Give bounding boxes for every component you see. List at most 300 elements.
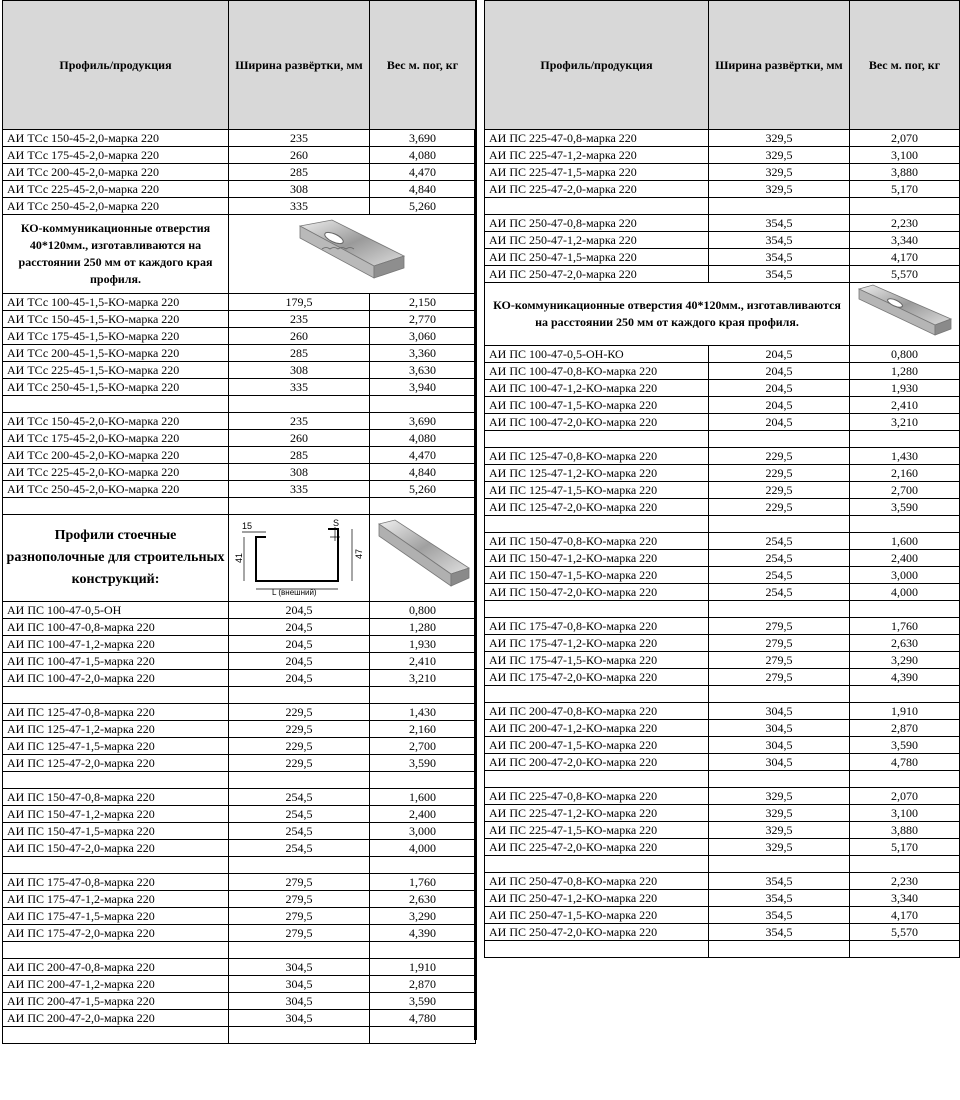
table-row bbox=[3, 362, 476, 379]
unfolded-width-cell: 279,5 bbox=[709, 652, 850, 669]
unfolded-width-cell: 279,5 bbox=[229, 891, 370, 908]
weight-cell: 4,000 bbox=[850, 584, 960, 601]
row-group bbox=[3, 874, 476, 942]
unfolded-width-cell: 285 bbox=[229, 447, 370, 464]
unfolded-width-cell: 304,5 bbox=[709, 737, 850, 754]
weight-cell: 4,780 bbox=[850, 754, 960, 771]
weight-cell: 3,690 bbox=[370, 413, 476, 430]
weight-cell: 4,840 bbox=[370, 464, 476, 481]
unfolded-width-cell: 204,5 bbox=[229, 653, 370, 670]
table-row bbox=[3, 823, 476, 840]
table-row bbox=[3, 164, 476, 181]
unfolded-width-cell: 204,5 bbox=[709, 414, 850, 431]
weight-cell: 3,000 bbox=[850, 567, 960, 584]
weight-cell: 0,800 bbox=[850, 346, 960, 363]
unfolded-width-cell: 304,5 bbox=[229, 959, 370, 976]
perforated-profile-icon bbox=[292, 216, 412, 288]
unfolded-width-cell: 229,5 bbox=[709, 465, 850, 482]
weight-cell: 2,770 bbox=[370, 311, 476, 328]
ko-note: КО-коммуникационные отверстия 40*120мм., изготавливаются на расстоянии 250 мм от каждого края профиля. bbox=[485, 283, 850, 346]
product-name-cell: АИ ПС 125-47-1,5-КО-марка 220 bbox=[485, 482, 709, 499]
table-row bbox=[485, 363, 960, 380]
table-row bbox=[485, 720, 960, 737]
product-name-cell: АИ ТСс 250-45-1,5-КО-марка 220 bbox=[3, 379, 229, 396]
weight-cell: 1,760 bbox=[370, 874, 476, 891]
product-name-cell: АИ ПС 150-47-0,8-марка 220 bbox=[3, 789, 229, 806]
row-group bbox=[3, 294, 476, 396]
weight-cell: 3,940 bbox=[370, 379, 476, 396]
unfolded-width-cell: 329,5 bbox=[709, 164, 850, 181]
weight-cell: 5,170 bbox=[850, 839, 960, 856]
ko-profile-image bbox=[850, 283, 960, 346]
table-row bbox=[3, 653, 476, 670]
weight-cell: 5,170 bbox=[850, 181, 960, 198]
unfolded-width-cell: 229,5 bbox=[229, 721, 370, 738]
product-name-cell: АИ ПС 175-47-1,5-КО-марка 220 bbox=[485, 652, 709, 669]
product-name-cell: АИ ПС 250-47-1,2-КО-марка 220 bbox=[485, 890, 709, 907]
table-row bbox=[3, 993, 476, 1010]
unfolded-width-cell: 354,5 bbox=[709, 232, 850, 249]
weight-cell: 2,410 bbox=[850, 397, 960, 414]
product-name-cell: АИ ПС 225-47-2,0-КО-марка 220 bbox=[485, 839, 709, 856]
table-row bbox=[485, 465, 960, 482]
weight-cell: 2,160 bbox=[370, 721, 476, 738]
product-name-cell: АИ ТСс 250-45-2,0-марка 220 bbox=[3, 198, 229, 215]
unfolded-width-cell: 235 bbox=[229, 130, 370, 147]
perforated-profile-icon bbox=[855, 283, 955, 341]
product-name-cell: АИ ПС 125-47-1,2-КО-марка 220 bbox=[485, 465, 709, 482]
product-name-cell: АИ ПС 100-47-2,0-КО-марка 220 bbox=[485, 414, 709, 431]
weight-cell: 3,340 bbox=[850, 890, 960, 907]
weight-cell: 2,630 bbox=[850, 635, 960, 652]
unfolded-width-cell: 354,5 bbox=[709, 924, 850, 941]
weight-cell: 1,430 bbox=[850, 448, 960, 465]
product-name-cell: АИ ПС 100-47-0,8-КО-марка 220 bbox=[485, 363, 709, 380]
unfolded-width-cell: 254,5 bbox=[229, 840, 370, 857]
unfolded-width-cell: 229,5 bbox=[709, 448, 850, 465]
unfolded-width-cell: 254,5 bbox=[229, 806, 370, 823]
table-row bbox=[485, 584, 960, 601]
product-name-cell: АИ ПС 250-47-1,5-КО-марка 220 bbox=[485, 907, 709, 924]
table-row bbox=[485, 907, 960, 924]
dim-s: S bbox=[333, 518, 340, 528]
product-name-cell: АИ ПС 150-47-2,0-КО-марка 220 bbox=[485, 584, 709, 601]
weight-cell: 3,880 bbox=[850, 164, 960, 181]
weight-cell: 4,170 bbox=[850, 907, 960, 924]
table-row bbox=[485, 567, 960, 584]
table-row bbox=[485, 822, 960, 839]
weight-cell: 1,930 bbox=[850, 380, 960, 397]
product-name-cell: АИ ПС 100-47-0,5-ОН-КО bbox=[485, 346, 709, 363]
weight-cell: 3,290 bbox=[370, 908, 476, 925]
product-name-cell: АИ ПС 125-47-1,2-марка 220 bbox=[3, 721, 229, 738]
weight-cell: 0,800 bbox=[370, 602, 476, 619]
table-row bbox=[3, 481, 476, 498]
unfolded-width-cell: 254,5 bbox=[709, 533, 850, 550]
weight-cell: 3,690 bbox=[370, 130, 476, 147]
table-row bbox=[485, 635, 960, 652]
product-name-cell: АИ ПС 100-47-0,5-ОН bbox=[3, 602, 229, 619]
weight-cell: 3,100 bbox=[850, 805, 960, 822]
weight-cell: 3,210 bbox=[850, 414, 960, 431]
table-row bbox=[3, 755, 476, 772]
table-row bbox=[3, 670, 476, 687]
product-name-cell: АИ ТСс 150-45-2,0-КО-марка 220 bbox=[3, 413, 229, 430]
row-group bbox=[3, 789, 476, 857]
product-name-cell: АИ ТСс 175-45-2,0-марка 220 bbox=[3, 147, 229, 164]
unfolded-width-cell: 354,5 bbox=[709, 266, 850, 283]
table-row bbox=[485, 652, 960, 669]
product-name-cell: АИ ТСс 200-45-2,0-марка 220 bbox=[3, 164, 229, 181]
weight-cell: 1,600 bbox=[370, 789, 476, 806]
table-row bbox=[3, 602, 476, 619]
table-row bbox=[3, 891, 476, 908]
row-group bbox=[3, 413, 476, 498]
product-name-cell: АИ ПС 200-47-2,0-марка 220 bbox=[3, 1010, 229, 1027]
unfolded-width-cell: 304,5 bbox=[709, 754, 850, 771]
product-name-cell: АИ ПС 250-47-0,8-КО-марка 220 bbox=[485, 873, 709, 890]
unfolded-width-cell: 329,5 bbox=[709, 130, 850, 147]
table-row bbox=[485, 215, 960, 232]
table-row bbox=[485, 397, 960, 414]
table-row bbox=[3, 328, 476, 345]
unfolded-width-cell: 229,5 bbox=[229, 704, 370, 721]
table-row bbox=[3, 874, 476, 891]
product-name-cell: АИ ПС 200-47-1,2-КО-марка 220 bbox=[485, 720, 709, 737]
product-name-cell: АИ ТСс 200-45-1,5-КО-марка 220 bbox=[3, 345, 229, 362]
unfolded-width-cell: 279,5 bbox=[709, 618, 850, 635]
product-name-cell: АИ ПС 225-47-2,0-марка 220 bbox=[485, 181, 709, 198]
table-row bbox=[485, 788, 960, 805]
unfolded-width-cell: 354,5 bbox=[709, 907, 850, 924]
table-row bbox=[485, 414, 960, 431]
unfolded-width-cell: 260 bbox=[229, 328, 370, 345]
product-name-cell: АИ ТСс 225-45-1,5-КО-марка 220 bbox=[3, 362, 229, 379]
table-row bbox=[485, 130, 960, 147]
dim-47: 47 bbox=[354, 548, 364, 559]
table-row bbox=[485, 550, 960, 567]
table-row bbox=[3, 636, 476, 653]
product-name-cell: АИ ТСс 150-45-1,5-КО-марка 220 bbox=[3, 311, 229, 328]
table-row bbox=[485, 380, 960, 397]
weight-cell: 3,590 bbox=[370, 755, 476, 772]
table-row bbox=[3, 1010, 476, 1027]
weight-cell: 3,590 bbox=[850, 737, 960, 754]
weight-cell: 4,390 bbox=[850, 669, 960, 686]
weight-cell: 2,230 bbox=[850, 215, 960, 232]
product-name-cell: АИ ПС 100-47-1,5-КО-марка 220 bbox=[485, 397, 709, 414]
table-row bbox=[3, 294, 476, 311]
unfolded-width-cell: 204,5 bbox=[709, 380, 850, 397]
unfolded-width-cell: 179,5 bbox=[229, 294, 370, 311]
product-name-cell: АИ ПС 150-47-1,5-КО-марка 220 bbox=[485, 567, 709, 584]
weight-cell: 5,570 bbox=[850, 266, 960, 283]
table-row bbox=[485, 873, 960, 890]
table-row bbox=[485, 499, 960, 516]
profile-dimension-drawing bbox=[230, 515, 368, 597]
unfolded-width-cell: 285 bbox=[229, 164, 370, 181]
product-name-cell: АИ ПС 250-47-0,8-марка 220 bbox=[485, 215, 709, 232]
row-group bbox=[3, 602, 476, 687]
unfolded-width-cell: 308 bbox=[229, 181, 370, 198]
product-name-cell: АИ ПС 150-47-1,5-марка 220 bbox=[3, 823, 229, 840]
weight-cell: 4,470 bbox=[370, 447, 476, 464]
weight-cell: 4,000 bbox=[370, 840, 476, 857]
unfolded-width-cell: 329,5 bbox=[709, 839, 850, 856]
weight-cell: 2,160 bbox=[850, 465, 960, 482]
table-row bbox=[3, 464, 476, 481]
ko-profile-image bbox=[229, 215, 476, 294]
weight-cell: 2,700 bbox=[370, 738, 476, 755]
product-name-cell: АИ ПС 250-47-2,0-марка 220 bbox=[485, 266, 709, 283]
product-name-cell: АИ ПС 125-47-2,0-КО-марка 220 bbox=[485, 499, 709, 516]
unfolded-width-cell: 279,5 bbox=[709, 635, 850, 652]
unfolded-width-cell: 254,5 bbox=[709, 567, 850, 584]
product-name-cell: АИ ПС 250-47-2,0-КО-марка 220 bbox=[485, 924, 709, 941]
weight-cell: 2,870 bbox=[850, 720, 960, 737]
table-row bbox=[485, 805, 960, 822]
table-row bbox=[485, 618, 960, 635]
weight-cell: 4,170 bbox=[850, 249, 960, 266]
table-row bbox=[485, 533, 960, 550]
unfolded-width-cell: 254,5 bbox=[709, 550, 850, 567]
table-row bbox=[485, 232, 960, 249]
product-name-cell: АИ ПС 150-47-1,2-КО-марка 220 bbox=[485, 550, 709, 567]
table-row bbox=[485, 890, 960, 907]
weight-cell: 3,590 bbox=[370, 993, 476, 1010]
row-group bbox=[485, 533, 960, 601]
unfolded-width-cell: 260 bbox=[229, 430, 370, 447]
table-row bbox=[3, 198, 476, 215]
weight-cell: 1,930 bbox=[370, 636, 476, 653]
product-name-cell: АИ ТСс 225-45-2,0-марка 220 bbox=[3, 181, 229, 198]
table-row bbox=[3, 430, 476, 447]
product-name-cell: АИ ТСс 175-45-1,5-КО-марка 220 bbox=[3, 328, 229, 345]
weight-cell: 5,260 bbox=[370, 198, 476, 215]
price-table-right bbox=[484, 0, 960, 958]
weight-cell: 2,630 bbox=[370, 891, 476, 908]
row-group bbox=[485, 873, 960, 941]
weight-cell: 1,760 bbox=[850, 618, 960, 635]
product-name-cell: АИ ПС 100-47-1,2-марка 220 bbox=[3, 636, 229, 653]
unfolded-width-cell: 329,5 bbox=[709, 181, 850, 198]
product-name-cell: АИ ПС 175-47-0,8-марка 220 bbox=[3, 874, 229, 891]
weight-cell: 1,430 bbox=[370, 704, 476, 721]
product-name-cell: АИ ПС 225-47-0,8-марка 220 bbox=[485, 130, 709, 147]
row-group bbox=[485, 215, 960, 283]
table-row bbox=[3, 959, 476, 976]
unfolded-width-cell: 304,5 bbox=[229, 976, 370, 993]
product-name-cell: АИ ПС 100-47-0,8-марка 220 bbox=[3, 619, 229, 636]
product-name-cell: АИ ТСс 225-45-2,0-КО-марка 220 bbox=[3, 464, 229, 481]
weight-cell: 2,070 bbox=[850, 130, 960, 147]
unfolded-width-cell: 204,5 bbox=[709, 397, 850, 414]
header-weight: Вес м. пог, кг bbox=[370, 1, 476, 130]
product-name-cell: АИ ПС 125-47-2,0-марка 220 bbox=[3, 755, 229, 772]
weight-cell: 2,400 bbox=[850, 550, 960, 567]
header-weight: Вес м. пог, кг bbox=[850, 1, 960, 130]
unfolded-width-cell: 204,5 bbox=[709, 346, 850, 363]
weight-cell: 2,230 bbox=[850, 873, 960, 890]
unfolded-width-cell: 308 bbox=[229, 464, 370, 481]
table-row bbox=[3, 704, 476, 721]
table-row bbox=[3, 925, 476, 942]
unfolded-width-cell: 204,5 bbox=[229, 619, 370, 636]
table-row bbox=[3, 976, 476, 993]
weight-cell: 3,210 bbox=[370, 670, 476, 687]
weight-cell: 5,260 bbox=[370, 481, 476, 498]
table-row bbox=[485, 754, 960, 771]
table-row bbox=[485, 669, 960, 686]
row-group bbox=[485, 346, 960, 431]
weight-cell: 1,910 bbox=[370, 959, 476, 976]
product-name-cell: АИ ТСс 250-45-2,0-КО-марка 220 bbox=[3, 481, 229, 498]
unfolded-width-cell: 354,5 bbox=[709, 249, 850, 266]
unfolded-width-cell: 304,5 bbox=[229, 1010, 370, 1027]
table-row bbox=[3, 806, 476, 823]
unfolded-width-cell: 254,5 bbox=[709, 584, 850, 601]
table-row bbox=[485, 482, 960, 499]
unfolded-width-cell: 329,5 bbox=[709, 147, 850, 164]
unfolded-width-cell: 254,5 bbox=[229, 823, 370, 840]
table-row bbox=[485, 448, 960, 465]
table-row bbox=[3, 379, 476, 396]
table-row bbox=[485, 346, 960, 363]
weight-cell: 1,280 bbox=[370, 619, 476, 636]
weight-cell: 2,700 bbox=[850, 482, 960, 499]
table-row bbox=[485, 249, 960, 266]
header-width: Ширина развёртки, мм bbox=[709, 1, 850, 130]
unfolded-width-cell: 335 bbox=[229, 379, 370, 396]
product-name-cell: АИ ПС 150-47-1,2-марка 220 bbox=[3, 806, 229, 823]
row-group bbox=[3, 959, 476, 1027]
product-name-cell: АИ ПС 200-47-1,5-КО-марка 220 bbox=[485, 737, 709, 754]
unfolded-width-cell: 235 bbox=[229, 413, 370, 430]
table-row bbox=[3, 721, 476, 738]
row-group bbox=[485, 788, 960, 856]
product-name-cell: АИ ПС 125-47-1,5-марка 220 bbox=[3, 738, 229, 755]
product-name-cell: АИ ПС 150-47-2,0-марка 220 bbox=[3, 840, 229, 857]
row-group bbox=[485, 448, 960, 516]
unfolded-width-cell: 204,5 bbox=[229, 602, 370, 619]
stoech-note: Профили стоечные разнополочные для строительных конструкций: bbox=[3, 515, 229, 602]
header-product: Профиль/продукция bbox=[485, 1, 709, 130]
unfolded-width-cell: 229,5 bbox=[709, 482, 850, 499]
product-name-cell: АИ ПС 175-47-1,2-КО-марка 220 bbox=[485, 635, 709, 652]
table-row bbox=[485, 924, 960, 941]
weight-cell: 1,280 bbox=[850, 363, 960, 380]
unfolded-width-cell: 304,5 bbox=[709, 720, 850, 737]
product-name-cell: АИ ТСс 150-45-2,0-марка 220 bbox=[3, 130, 229, 147]
unfolded-width-cell: 279,5 bbox=[229, 925, 370, 942]
table-row bbox=[485, 839, 960, 856]
product-name-cell: АИ ПС 225-47-1,2-КО-марка 220 bbox=[485, 805, 709, 822]
weight-cell: 1,910 bbox=[850, 703, 960, 720]
product-name-cell: АИ ПС 200-47-0,8-марка 220 bbox=[3, 959, 229, 976]
row-group bbox=[485, 703, 960, 771]
weight-cell: 2,400 bbox=[370, 806, 476, 823]
unfolded-width-cell: 329,5 bbox=[709, 788, 850, 805]
product-name-cell: АИ ПС 100-47-2,0-марка 220 bbox=[3, 670, 229, 687]
product-name-cell: АИ ТСс 175-45-2,0-КО-марка 220 bbox=[3, 430, 229, 447]
weight-cell: 3,340 bbox=[850, 232, 960, 249]
unfolded-width-cell: 204,5 bbox=[709, 363, 850, 380]
weight-cell: 3,590 bbox=[850, 499, 960, 516]
unfolded-width-cell: 229,5 bbox=[229, 738, 370, 755]
weight-cell: 3,000 bbox=[370, 823, 476, 840]
row-group bbox=[3, 704, 476, 772]
ko-note: КО-коммуникационные отверстия 40*120мм., изготавливаются на расстоянии 250 мм от каждого края профиля. bbox=[3, 215, 229, 294]
table-row bbox=[485, 181, 960, 198]
weight-cell: 2,070 bbox=[850, 788, 960, 805]
unfolded-width-cell: 354,5 bbox=[709, 215, 850, 232]
weight-cell: 1,600 bbox=[850, 533, 960, 550]
header-product: Профиль/продукция bbox=[3, 1, 229, 130]
product-name-cell: АИ ПС 125-47-0,8-КО-марка 220 bbox=[485, 448, 709, 465]
table-row bbox=[485, 147, 960, 164]
table-row bbox=[485, 266, 960, 283]
table-row bbox=[3, 413, 476, 430]
table-row bbox=[3, 345, 476, 362]
row-group bbox=[3, 130, 476, 215]
unfolded-width-cell: 235 bbox=[229, 311, 370, 328]
unfolded-width-cell: 254,5 bbox=[229, 789, 370, 806]
table-row bbox=[485, 164, 960, 181]
product-name-cell: АИ ПС 225-47-1,5-КО-марка 220 bbox=[485, 822, 709, 839]
row-group bbox=[485, 618, 960, 686]
price-table-left bbox=[2, 0, 476, 1044]
product-name-cell: АИ ПС 200-47-1,2-марка 220 bbox=[3, 976, 229, 993]
unfolded-width-cell: 279,5 bbox=[229, 908, 370, 925]
unfolded-width-cell: 329,5 bbox=[709, 822, 850, 839]
profile-drawing bbox=[229, 515, 370, 602]
unfolded-width-cell: 304,5 bbox=[229, 993, 370, 1010]
c-profile-icon bbox=[373, 516, 473, 596]
unfolded-width-cell: 335 bbox=[229, 198, 370, 215]
weight-cell: 4,080 bbox=[370, 430, 476, 447]
product-name-cell: АИ ПС 150-47-0,8-КО-марка 220 bbox=[485, 533, 709, 550]
table-row bbox=[3, 789, 476, 806]
product-name-cell: АИ ПС 100-47-1,5-марка 220 bbox=[3, 653, 229, 670]
product-name-cell: АИ ПС 200-47-0,8-КО-марка 220 bbox=[485, 703, 709, 720]
table-row bbox=[3, 147, 476, 164]
table-row bbox=[3, 619, 476, 636]
unfolded-width-cell: 308 bbox=[229, 362, 370, 379]
table-row bbox=[485, 703, 960, 720]
product-name-cell: АИ ПС 225-47-1,5-марка 220 bbox=[485, 164, 709, 181]
product-name-cell: АИ ПС 225-47-1,2-марка 220 bbox=[485, 147, 709, 164]
profile-photo bbox=[370, 515, 476, 602]
weight-cell: 2,150 bbox=[370, 294, 476, 311]
table-row bbox=[3, 130, 476, 147]
dim-41: 41 bbox=[234, 552, 244, 563]
dim-l: L (внешний) bbox=[272, 588, 317, 597]
weight-cell: 4,780 bbox=[370, 1010, 476, 1027]
weight-cell: 4,470 bbox=[370, 164, 476, 181]
header-width: Ширина развёртки, мм bbox=[229, 1, 370, 130]
product-name-cell: АИ ПС 175-47-0,8-КО-марка 220 bbox=[485, 618, 709, 635]
weight-cell: 2,410 bbox=[370, 653, 476, 670]
unfolded-width-cell: 260 bbox=[229, 147, 370, 164]
dim-15: 15 bbox=[242, 521, 253, 531]
weight-cell: 3,630 bbox=[370, 362, 476, 379]
weight-cell: 3,360 bbox=[370, 345, 476, 362]
product-name-cell: АИ ПС 250-47-1,2-марка 220 bbox=[485, 232, 709, 249]
table-row bbox=[3, 840, 476, 857]
unfolded-width-cell: 285 bbox=[229, 345, 370, 362]
product-name-cell: АИ ПС 200-47-2,0-КО-марка 220 bbox=[485, 754, 709, 771]
table-row bbox=[3, 311, 476, 328]
